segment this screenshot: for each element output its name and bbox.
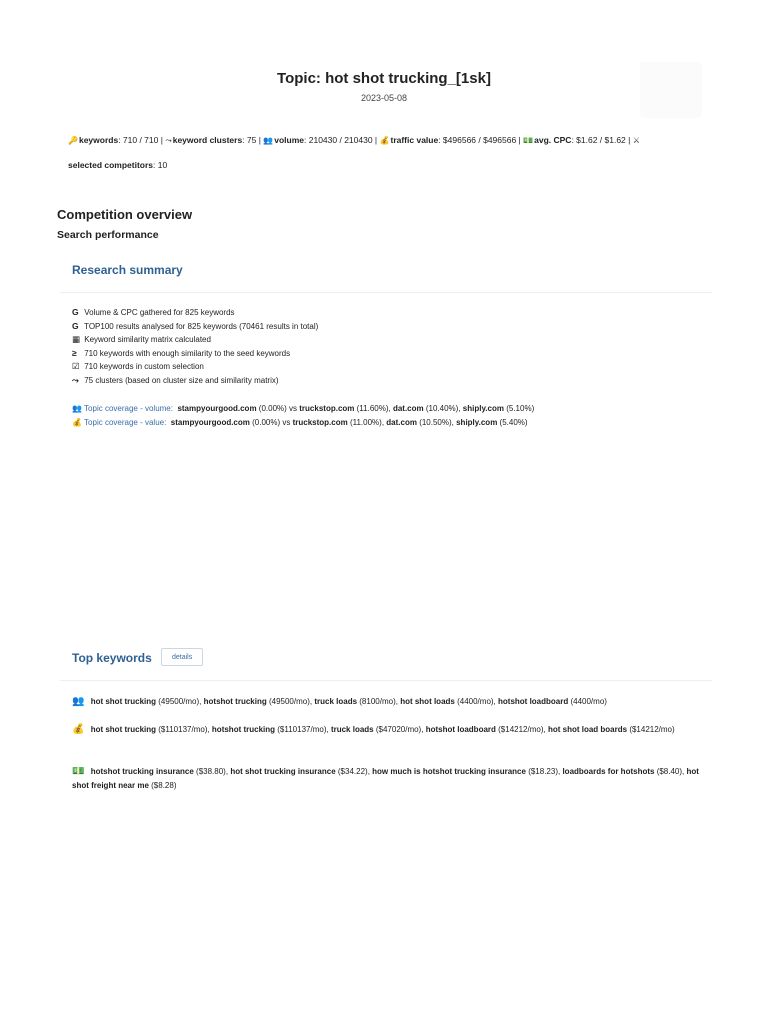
checkbox-icon: ☑ (72, 361, 80, 372)
competitor-value: (10.40%), (425, 404, 461, 413)
keyword-value: ($8.40), (656, 767, 685, 776)
own-value: (0.00%) vs (252, 417, 291, 427)
competitor-domain: truckstop.com (299, 404, 355, 413)
coverage-volume-row (72, 402, 712, 416)
traffic-value: : $496566 / $496566 | (438, 135, 521, 145)
list-item (72, 374, 712, 388)
clusters-value: : 75 | (242, 135, 261, 145)
list-item (72, 360, 712, 374)
money-bag-icon: 💰 (72, 724, 85, 735)
list-item (72, 306, 712, 320)
keyword: truck loads (330, 725, 374, 734)
list-item (72, 320, 712, 334)
coverage-value-label: Topic coverage - value: (84, 417, 167, 427)
cluster-icon: ⤳ (165, 136, 172, 145)
traffic-label: traffic value (390, 135, 439, 145)
list-item (72, 347, 712, 361)
competitor-value: (10.50%), (419, 417, 454, 427)
keyword: how much is hotshot trucking insurance (372, 767, 526, 776)
coverage-value-row (72, 416, 712, 430)
keyword: hot shot loads (400, 697, 455, 706)
keyword-value: ($18.23), (528, 767, 561, 776)
greater-equal-icon: ≥ (72, 347, 77, 358)
keyword-value: (8100/mo), (359, 697, 398, 706)
list-item-text: TOP100 results analysed for 825 keywords (70461 results in total) (84, 321, 319, 331)
volume-value: : 210430 / 210430 | (304, 135, 378, 145)
competitors-value: : 10 (153, 160, 168, 170)
competitor-value: (11.00%), (349, 417, 385, 427)
keyword: loadboards for hotshots (562, 767, 655, 776)
own-domain: stampyourgood.com (177, 404, 257, 413)
keywords-label: keywords (78, 135, 119, 145)
keyword: hotshot trucking (203, 697, 267, 706)
competitor-domain: shiply.com (456, 417, 498, 427)
cash-icon: 💵 (523, 136, 534, 145)
keyword-value: (49500/mo), (158, 697, 202, 706)
competitor-domain: truckstop.com (292, 417, 348, 427)
competitor-domain: dat.com (386, 417, 417, 427)
competitor-value: (5.10%) (506, 404, 535, 413)
list-item-text: Volume & CPC gathered for 825 keywords (84, 308, 235, 317)
report-date: 2023-05-08 (360, 93, 408, 103)
keyword: hotshot trucking insurance (90, 767, 194, 776)
logo-placeholder (640, 62, 702, 118)
top-keywords-volume (72, 695, 708, 709)
users-icon: 👥 (72, 696, 85, 707)
stats-bar (68, 128, 708, 177)
list-item-text: 710 keywords with enough similarity to the seed keywords (84, 348, 291, 358)
keyword: hot shot load boards (547, 725, 628, 734)
keywords-value: : 710 / 710 | (118, 135, 163, 145)
divider (60, 680, 712, 681)
top-keywords-cpc (72, 765, 708, 793)
google-icon: G (72, 307, 79, 317)
top-keywords-title: Top keywords (72, 651, 152, 665)
competitor-value: (5.40%) (499, 417, 528, 427)
keyword-value: (4400/mo), (457, 697, 496, 706)
money-bag-icon: 💰 (72, 417, 82, 427)
keyword-value: ($8.28) (151, 781, 177, 790)
google-icon: G (72, 320, 79, 331)
clusters-label: keyword clusters (172, 135, 243, 145)
list-item (72, 333, 712, 347)
swords-icon: ⚔ (632, 136, 640, 145)
competitor-value: (11.60%), (356, 404, 391, 413)
competitor-domain: shiply.com (462, 404, 504, 413)
list-item-text: Keyword similarity matrix calculated (84, 335, 211, 345)
divider (60, 292, 712, 293)
money-bag-icon: 💰 (379, 136, 390, 145)
users-icon: 👥 (263, 136, 274, 145)
cpc-label: avg. CPC (534, 135, 572, 145)
list-item-text: 75 clusters (based on cluster size and similarity matrix) (84, 375, 279, 385)
keyword-value: (49500/mo), (268, 697, 313, 706)
keyword-value: (4400/mo) (570, 697, 607, 706)
top-keywords-value (72, 723, 708, 737)
cash-icon: 💵 (72, 766, 85, 777)
users-icon: 👥 (72, 404, 82, 413)
keyword-value: ($14212/mo) (629, 725, 675, 734)
details-button[interactable]: details (161, 648, 203, 666)
search-performance-heading: Search performance (57, 229, 159, 241)
list-item-text: 710 keywords in custom selection (84, 362, 204, 372)
keyword-value: ($47020/mo), (375, 725, 424, 734)
keyword: hotshot trucking (211, 725, 276, 734)
keyword-value: ($110137/mo), (158, 725, 210, 734)
competitor-domain: dat.com (392, 404, 424, 413)
keyword-value: ($38.80), (196, 767, 229, 776)
research-summary-title: Research summary (72, 263, 183, 277)
coverage-volume-label: Topic coverage - volume: (84, 404, 173, 413)
competitors-label: selected competitors (68, 160, 154, 170)
research-summary-list (72, 306, 712, 388)
keyword-value: ($110137/mo), (277, 725, 329, 734)
key-icon: 🔑 (68, 136, 78, 145)
competition-overview-heading: Competition overview (57, 207, 193, 222)
volume-label: volume (274, 135, 305, 145)
own-value: (0.00%) vs (258, 404, 298, 413)
own-domain: stampyourgood.com (170, 417, 250, 427)
keyword: hotshot loadboard (425, 725, 496, 734)
keyword-value: ($14212/mo), (498, 725, 546, 734)
keyword: hot shot trucking (90, 725, 157, 734)
calculator-icon: ▦ (72, 334, 81, 345)
keyword: hot shot freight near me (72, 767, 699, 790)
keyword: truck loads (314, 697, 358, 706)
page-title: Topic: hot shot trucking_[1sk] (277, 70, 491, 87)
keyword-value: ($34.22), (337, 767, 370, 776)
cluster-icon: ⤳ (72, 374, 79, 385)
keyword: hot shot trucking insurance (230, 767, 336, 776)
cpc-value: : $1.62 / $1.62 | (571, 135, 631, 145)
keyword: hotshot loadboard (498, 697, 569, 706)
topic-coverage (72, 402, 712, 429)
keyword: hot shot trucking (90, 697, 157, 706)
